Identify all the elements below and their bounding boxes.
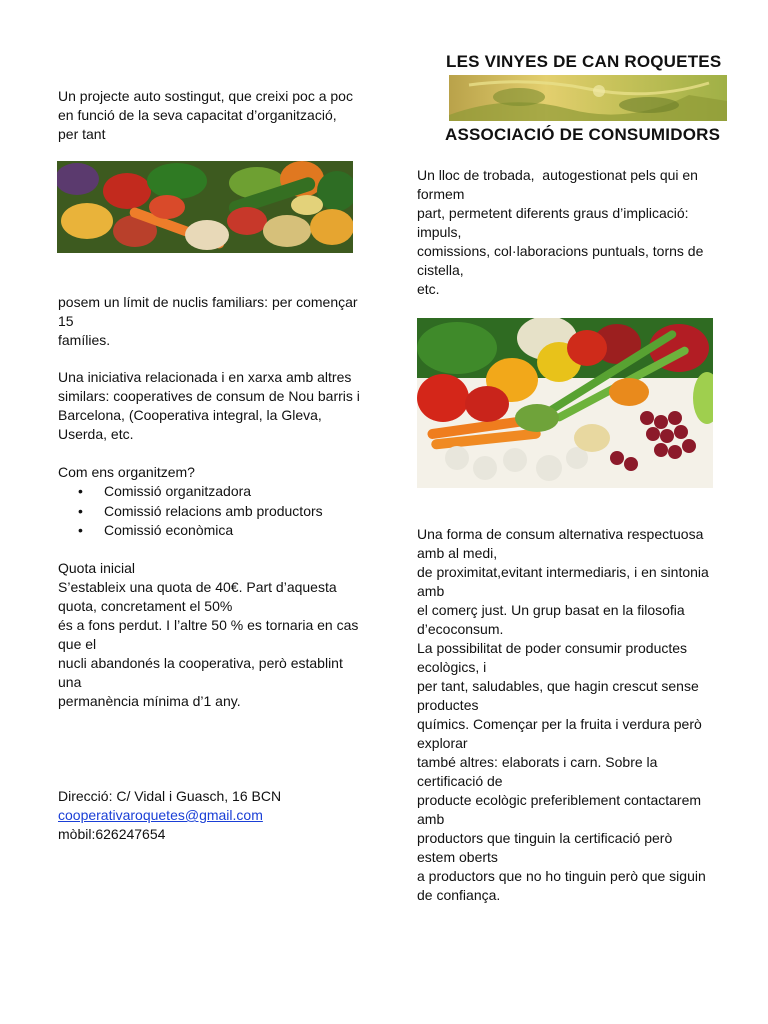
page-subtitle: ASSOCIACIÓ DE CONSUMIDORS: [445, 125, 721, 144]
list-item: • Comissió organitzadora: [58, 482, 323, 502]
page-title: LES VINYES DE CAN ROQUETES: [446, 52, 722, 71]
vineyard-banner-image: [449, 75, 727, 121]
commissions-list: [58, 482, 323, 541]
vegetables-image-large: [417, 318, 713, 488]
email-link[interactable]: cooperativaroquetes@gmail.com: [58, 807, 263, 823]
quota-text: S’estableix una quota de 40€. Part d’aquesta quota, concretament el 50% és a fons perdut. I l’altre 50 % es tornaria en cas que el nucli abandonés la cooperativa, però establint una permanència mínima d’1 any.: [58, 579, 359, 709]
mobile-text: mòbil:626247654: [58, 826, 166, 842]
list-item: • Comissió econòmica: [58, 521, 323, 541]
quota-heading: Quota inicial: [58, 560, 136, 576]
list-item: • Comissió relacions amb productors: [58, 502, 323, 522]
address-text: Direcció: C/ Vidal i Guasch, 16 BCN: [58, 788, 282, 804]
family-limit-text: posem un límit de nuclis familiars: per començar 15 famílies.: [58, 294, 358, 348]
meeting-place-text: Un lloc de trobada, autogestionat pels qui en formem part, permetent diferents graus d’implicació: impuls, comissions, col·laboracions puntuals, torns de cistella, etc.: [417, 167, 704, 297]
intro-text: Un projecte auto sostingut, que creixi poc a poc en funció de la seva capacitat d’organització, per tant: [58, 88, 353, 142]
network-text: Una iniciativa relacionada i en xarxa amb altres similars: cooperatives de consum de Nou barris i Barcelona, (Cooperativa integral, la Gleva, Userda, etc.: [58, 369, 360, 442]
vegetables-image-small: [57, 161, 353, 253]
organize-heading: Com ens organitzem?: [58, 464, 195, 480]
alternative-consumption-text: Una forma de consum alternativa respectuosa amb al medi, de proximitat,evitant intermediaris, i en sintonia amb el comerç just. Un grup basat en la filosofia d’ecoconsum. La possibilitat de poder consumir productes ecològics, i per tant, saludables, que hagin crescut sense productes químics. Començar per la fruita i verdura però explorar també altres: elaborats i carn. Sobre la certificació de producte ecològic preferiblement contactarem amb productors que tinguin la certificació però estem oberts a productors que no ho tinguin però que siguin de confiança.: [417, 526, 709, 903]
